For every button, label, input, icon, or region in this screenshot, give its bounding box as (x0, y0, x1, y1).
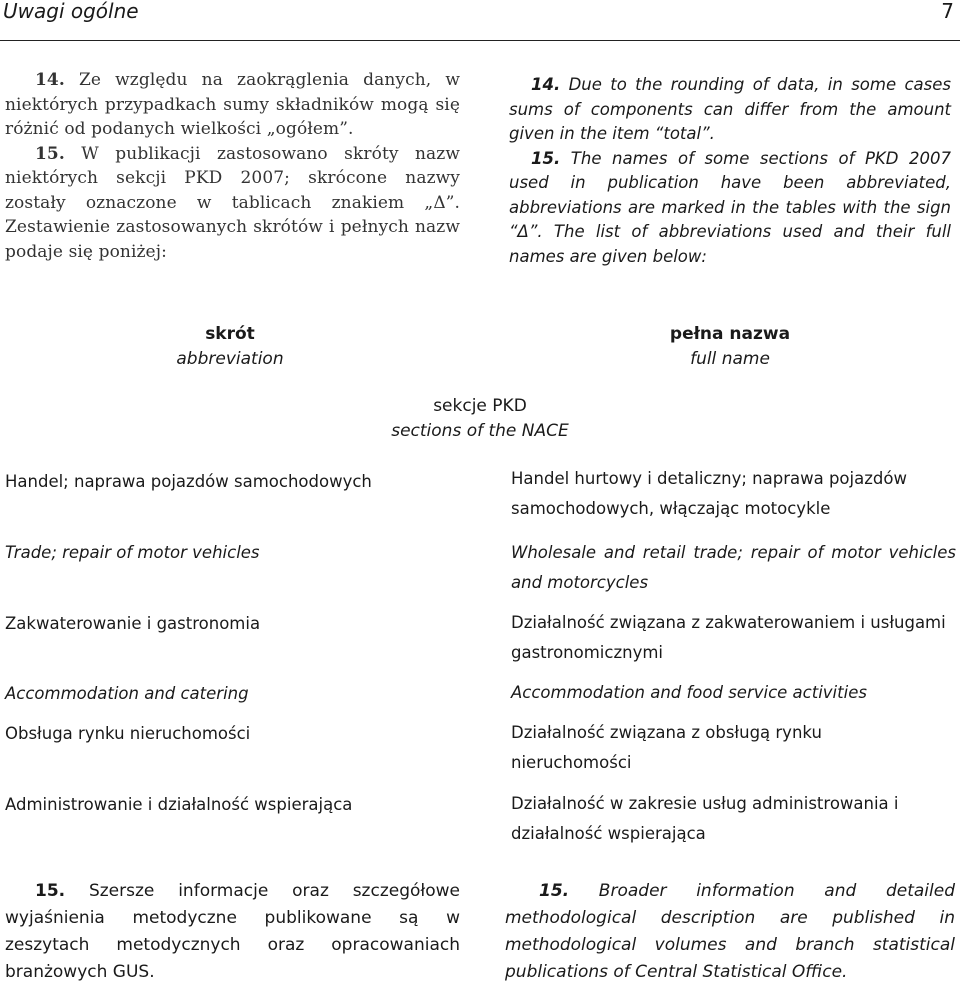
footer-note-en (505, 878, 955, 986)
note-text: W publikacji zastosowano skróty nazw niektórych sekcji PKD 2007; skrócone nazwy zostały oznaczone w tablicach znakiem „Δ”. Zestawienie zastosowanych skrótów i pełnych nazw podaje się poniżej: (5, 143, 460, 262)
sections-heading (330, 394, 630, 444)
section-title: Uwagi ogólne (3, 0, 139, 23)
full-real-estate-pl: Działalność związana z obsługą rynku nieruchomości (511, 723, 822, 772)
note-number: 15. (35, 881, 66, 901)
note-text: Due to the rounding of data, in some cases sums of components can differ from the amount given in the item “total”. (509, 75, 951, 143)
header-rule (0, 40, 960, 41)
abbreviation-heading-pl: skrót (205, 324, 255, 344)
sections-heading-en: sections of the NACE (391, 421, 569, 441)
page-number: 7 (941, 0, 954, 23)
sections-heading-pl: sekcje PKD (433, 396, 527, 416)
note-text: Broader information and detailed methodological description are published in methodological volumes and branch statistical publications of Central Statistical Office. (505, 881, 955, 982)
full-name-heading-en: full name (690, 349, 770, 369)
abbr-trade-pl: Handel; naprawa pojazdów samochodowych (5, 472, 372, 491)
page-header (0, 0, 960, 40)
note-number: 14. (531, 75, 561, 94)
full-accommodation-pl: Działalność związana z zakwaterowaniem i usługami gastronomicznymi (511, 613, 946, 662)
notes-polish (5, 68, 460, 264)
abbr-accommodation-en: Accommodation and catering (5, 684, 249, 703)
note-14-pl (5, 68, 460, 142)
full-administration-pl: Działalność w zakresie usług administrowania i działalność wspierająca (511, 794, 899, 843)
note-number: 15. (539, 881, 570, 901)
note-number: 15. (531, 148, 561, 168)
notes-english (509, 73, 951, 269)
full-accommodation-en: Accommodation and food service activities (511, 683, 867, 702)
abbr-accommodation-pl: Zakwaterowanie i gastronomia (5, 614, 261, 633)
full-trade-en: Wholesale and retail trade; repair of motor vehicles and motorcycles (511, 543, 956, 592)
abbr-trade-en: Trade; repair of motor vehicles (5, 543, 260, 562)
note-text: Szersze informacje oraz szczegółowe wyjaśnienia metodyczne publikowane są w zeszytach metodycznych oraz opracowaniach branżowych GUS. (5, 881, 460, 982)
note-number: 15. (35, 143, 65, 164)
note-15-pl (5, 142, 460, 265)
note-text: Ze względu na zaokrąglenia danych, w niektórych przypadkach sumy składników mogą się różnić od podanych wielkości „ogółem”. (5, 70, 460, 139)
abbreviation-heading-en: abbreviation (176, 349, 284, 369)
note-15-en (509, 147, 951, 270)
note-number: 14. (35, 70, 65, 90)
note-text: The names of some sections of PKD 2007 used in publication have been abbreviated, abbreviations are marked in the tables with the sign “Δ”. The list of abbreviations used and their full names are given below: (509, 148, 951, 266)
full-name-heading (610, 322, 850, 372)
abbr-administration-pl: Administrowanie i działalność wspierająca (5, 795, 353, 814)
full-trade-pl: Handel hurtowy i detaliczny; naprawa pojazdów samochodowych, włączając motocykle (511, 469, 907, 518)
abbreviation-heading (120, 322, 340, 372)
abbr-real-estate-pl: Obsługa rynku nieruchomości (5, 724, 251, 743)
full-name-heading-pl: pełna nazwa (669, 324, 791, 344)
footer-note-pl (5, 878, 460, 986)
note-14-en (509, 73, 951, 147)
